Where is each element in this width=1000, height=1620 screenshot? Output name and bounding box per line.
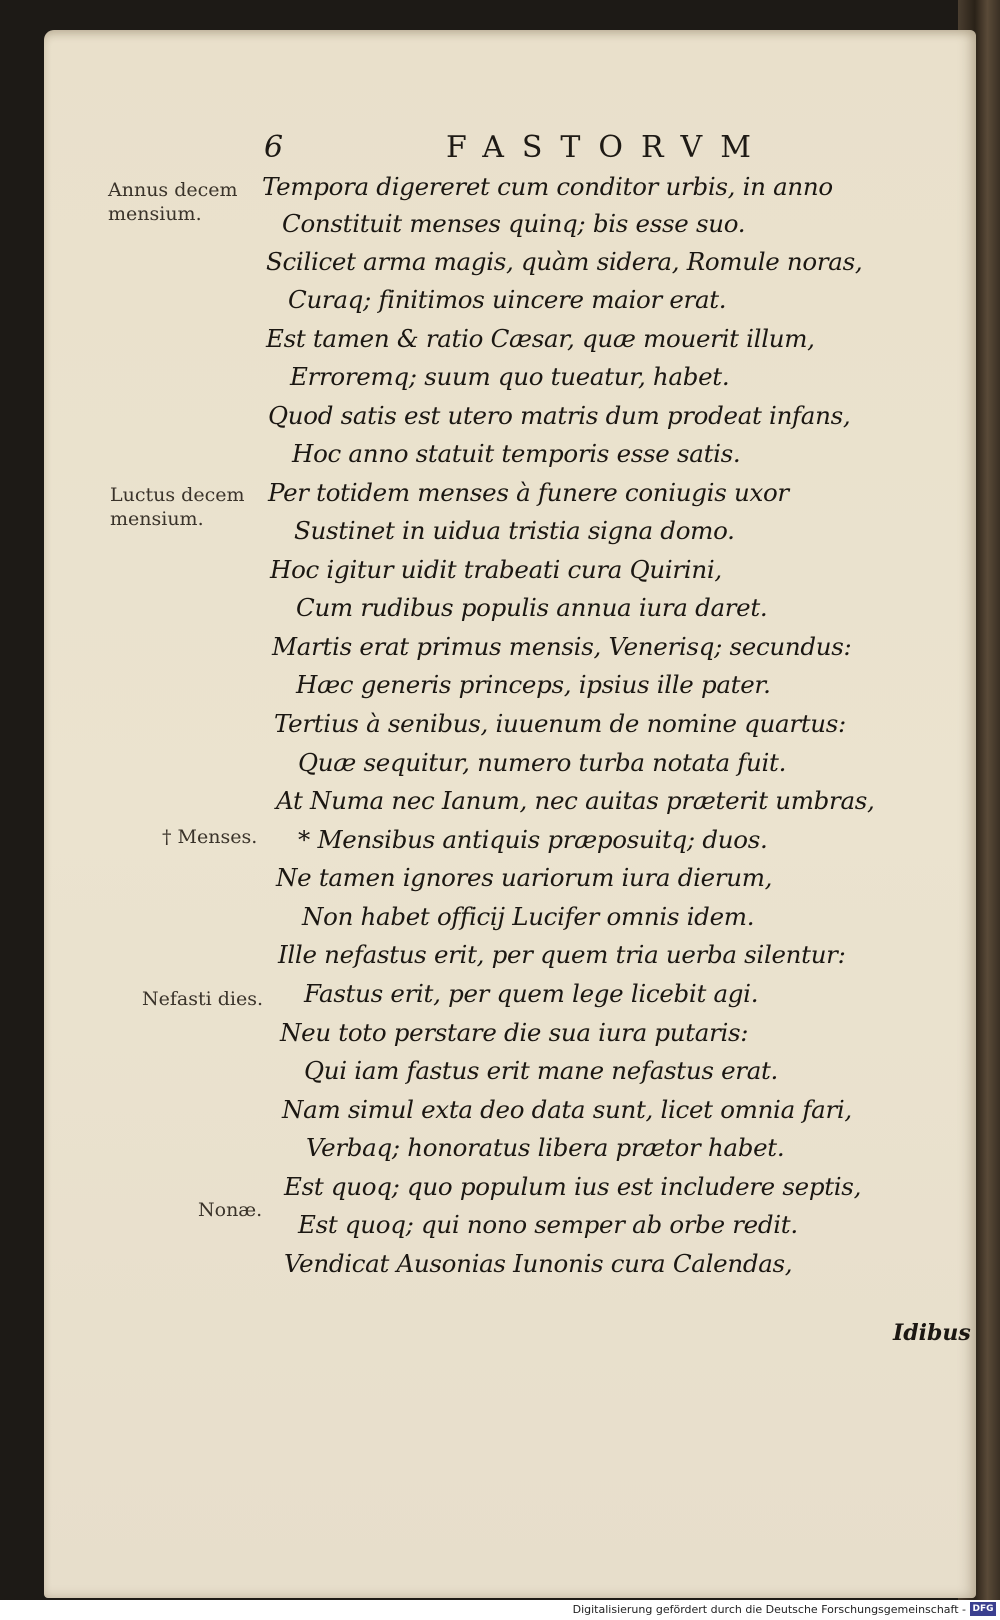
verse-line: Per totidem menses à funere coniugis uxor <box>268 478 789 507</box>
verse-line: Est quoq; quo populum ius est includere septis, <box>284 1172 862 1201</box>
margin-note: Nonæ. <box>198 1199 263 1221</box>
verse-line: At Numa nec Ianum, nec auitas præterit umbras, <box>276 786 875 815</box>
digitization-footer <box>0 1600 1000 1620</box>
verse-line: Quod satis est utero matris dum prodeat infans, <box>268 401 851 430</box>
dfg-logo-icon: DFG <box>970 1602 996 1616</box>
verse-line: Erroremq; suum quo tueatur, habet. <box>290 362 730 391</box>
verse-line: Cum rudibus populis annua iura daret. <box>296 593 768 622</box>
verse-line: Vendicat Ausonias Iunonis cura Calendas, <box>284 1249 793 1278</box>
verse-line: Ille nefastus erit, per quem tria uerba silentur: <box>278 940 846 969</box>
margin-note: Luctus decem mensium. <box>110 484 245 530</box>
verse-line: Hoc anno statuit temporis esse satis. <box>292 439 741 468</box>
verse-line: Est quoq; qui nono semper ab orbe redit. <box>298 1210 798 1239</box>
verse-line: Constituit menses quinq; bis esse suo. <box>282 209 746 238</box>
verse-line: Hoc igitur uidit trabeati cura Quirini, <box>270 555 722 584</box>
verse-line: Est tamen & ratio Cæsar, quæ mouerit illum, <box>266 324 815 353</box>
catchword: Idibus <box>893 1320 971 1346</box>
verse-line: Sustinet in uidua tristia signa domo. <box>294 516 735 545</box>
running-title: FASTORVM <box>446 130 769 165</box>
verse-line: Scilicet arma magis, quàm sidera, Romule noras, <box>266 247 863 276</box>
verse-line: Nam simul exta deo data sunt, licet omnia fari, <box>282 1095 852 1124</box>
page-number: 6 <box>264 130 284 165</box>
verse-line: Non habet officij Lucifer omnis idem. <box>302 902 755 931</box>
verse-line: Fastus erit, per quem lege licebit agi. <box>304 979 759 1008</box>
verse-line: Verbaq; honoratus libera prætor habet. <box>306 1133 785 1162</box>
verse-line: Tertius à senibus, iuuenum de nomine quartus: <box>274 709 847 738</box>
verse-line: Hæc generis princeps, ipsius ille pater. <box>296 670 771 699</box>
verse-line: Curaq; finitimos uincere maior erat. <box>288 285 727 314</box>
verse-line: Ne tamen ignores uariorum iura dierum, <box>276 863 773 892</box>
verse-line: Tempora digereret cum conditor urbis, in anno <box>262 172 833 201</box>
verse-line: Neu toto perstare die sua iura putaris: <box>280 1018 749 1047</box>
verse-line: * Mensibus antiquis præposuitq; duos. <box>298 825 768 854</box>
verse-line: Quæ sequitur, numero turba notata fuit. <box>298 748 787 777</box>
margin-note: Annus decem mensium. <box>108 179 238 225</box>
verse-line: Martis erat primus mensis, Venerisq; secundus: <box>272 632 852 661</box>
margin-note: Nefasti dies. <box>142 988 264 1010</box>
verse-line: Qui iam fastus erit mane nefastus erat. <box>304 1056 779 1085</box>
footer-credit: Digitalisierung gefördert durch die Deutsche Forschungsgemeinschaft - <box>572 1603 966 1616</box>
margin-note: † Menses. <box>162 826 258 848</box>
